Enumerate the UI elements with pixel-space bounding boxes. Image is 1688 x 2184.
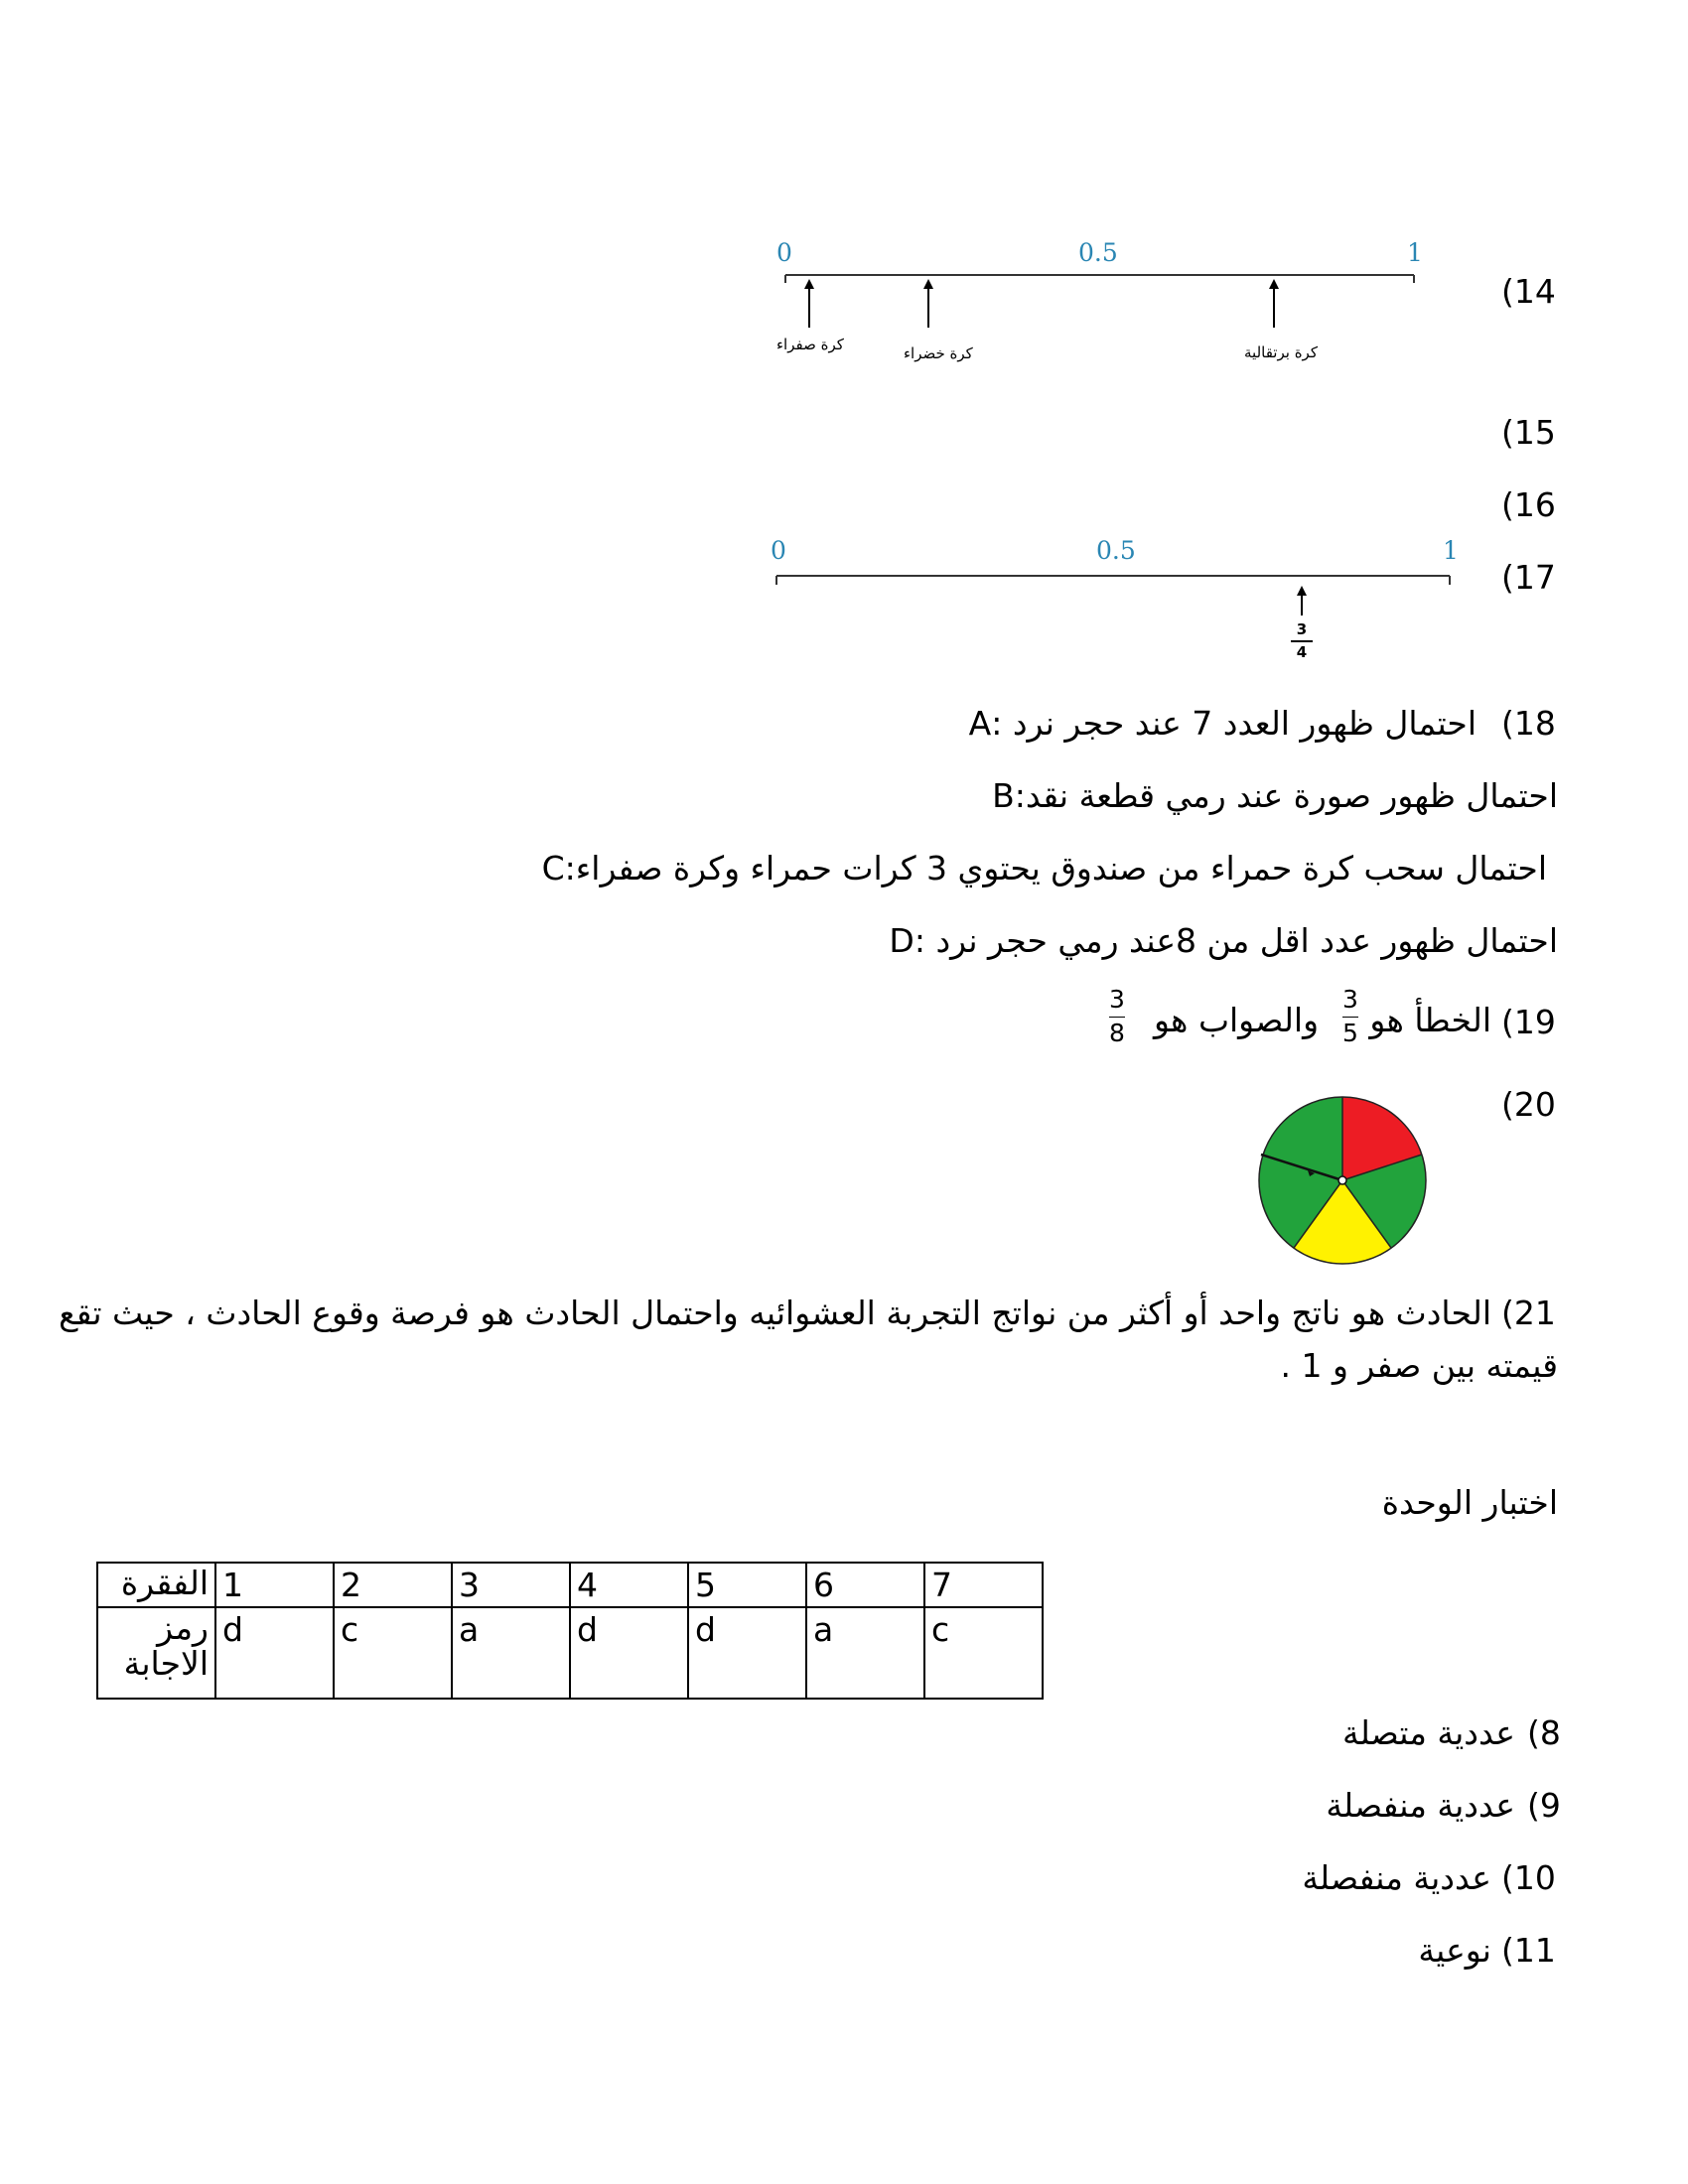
- q19-number: (19: [1501, 1003, 1556, 1041]
- q20-spinner: [1253, 1092, 1432, 1271]
- answer-cell: d: [215, 1607, 334, 1699]
- q19-wrong-denominator: 5: [1342, 1018, 1358, 1047]
- q17-fraction-numerator: 3: [1296, 620, 1308, 638]
- column-cell: 7: [924, 1563, 1043, 1607]
- q19-right-label: والصواب هو: [1154, 1001, 1319, 1039]
- q19-wrong-numerator: 3: [1342, 985, 1358, 1014]
- column-cell: 6: [806, 1563, 924, 1607]
- q14-label-green: كرة خضراء: [904, 344, 973, 362]
- answer-table: [96, 1562, 1044, 1700]
- q17-fraction: [1291, 621, 1313, 660]
- q19-right-denominator: 8: [1109, 1018, 1125, 1047]
- q19-right-numerator: 3: [1109, 985, 1125, 1014]
- q14-tick-0: 0: [776, 238, 792, 267]
- q17-fraction-bar: [1291, 640, 1313, 642]
- column-cell: 5: [688, 1563, 806, 1607]
- column-cell: 3: [452, 1563, 570, 1607]
- answer-table-header-row: [97, 1563, 1043, 1607]
- q18-number: (18: [1501, 704, 1556, 743]
- q17-tick-0: 0: [771, 536, 786, 565]
- q11-text: نوعية: [1418, 1931, 1491, 1970]
- q14-marker-green: [923, 279, 933, 328]
- q9-text: عددية منفصلة: [1326, 1786, 1515, 1825]
- q10-number: (10: [1501, 1858, 1556, 1897]
- q17-number-line: [765, 556, 1479, 655]
- q21-line1: الحادث هو ناتج واحد أو أكثر من نواتج التجربة العشوائيه واحتمال الحادث هو فرصة وقوع الحادث ، حيث تقع: [59, 1294, 1491, 1332]
- answer-cell: a: [452, 1607, 570, 1699]
- q14-number: (14: [1501, 272, 1556, 311]
- q14-marker-orange: [1269, 279, 1279, 328]
- answer-cell: d: [688, 1607, 806, 1699]
- answer-label-line2: الاجابة: [123, 1644, 209, 1684]
- q19-wrong-bar: [1342, 1017, 1358, 1018]
- answer-cell: c: [924, 1607, 1043, 1699]
- q17-fraction-denominator: 4: [1296, 642, 1308, 661]
- answer-label-line1: رمز: [157, 1608, 209, 1647]
- q14-tick-half: 0.5: [1078, 238, 1118, 267]
- q19-wrong-label: الخطأ هو: [1369, 1001, 1491, 1039]
- answer-table-answer-row: [97, 1607, 1043, 1699]
- q19-right-bar: [1109, 1017, 1125, 1018]
- column-cell: 4: [570, 1563, 688, 1607]
- q14-marker-yellow: [804, 279, 814, 328]
- q17-tick-1: 1: [1443, 536, 1459, 565]
- q18-line-c: احتمال سحب كرة حمراء من صندوق يحتوي 3 كرات حمراء وكرة صفراء:C: [541, 849, 1547, 887]
- q18-line-b: احتمال ظهور صورة عند رمي قطعة نقد:B: [992, 776, 1558, 815]
- q19-right-fraction: [1109, 986, 1125, 1048]
- q14-label-orange: كرة برتقالية: [1244, 343, 1318, 361]
- q18-line-a: احتمال ظهور العدد 7 عند حجر نرد :A: [968, 704, 1477, 743]
- q17-marker: [1297, 586, 1307, 615]
- column-cell: 2: [334, 1563, 452, 1607]
- q17-tick-half: 0.5: [1096, 536, 1136, 565]
- q18-line-d: احتمال ظهور عدد اقل من 8عند رمي حجر نرد :D: [889, 921, 1558, 960]
- q8-text: عددية متصلة: [1342, 1713, 1515, 1752]
- q16-number: (16: [1501, 485, 1556, 524]
- answer-cell: c: [334, 1607, 452, 1699]
- unit-test-title: اختبار الوحدة: [1381, 1483, 1558, 1522]
- column-cell: 1: [215, 1563, 334, 1607]
- q10-text: عددية منفصلة: [1302, 1858, 1491, 1897]
- q14-label-yellow: كرة صفراء: [776, 336, 844, 353]
- q17-number: (17: [1501, 558, 1556, 597]
- q21-line2: قيمته بين صفر و 1 .: [1280, 1346, 1558, 1385]
- q8-number: (8: [1527, 1713, 1561, 1752]
- q14-tick-1: 1: [1407, 238, 1423, 267]
- answer-cell: a: [806, 1607, 924, 1699]
- answer-cell: d: [570, 1607, 688, 1699]
- header-label-cell: الفقرة: [97, 1563, 215, 1607]
- q9-number: (9: [1527, 1786, 1561, 1825]
- q15-number: (15: [1501, 413, 1556, 452]
- q11-number: (11: [1501, 1931, 1556, 1970]
- q19-wrong-fraction: [1342, 986, 1358, 1048]
- q21-number: (21: [1501, 1294, 1556, 1332]
- q20-number: (20: [1501, 1085, 1556, 1124]
- answer-label-cell: [97, 1607, 215, 1699]
